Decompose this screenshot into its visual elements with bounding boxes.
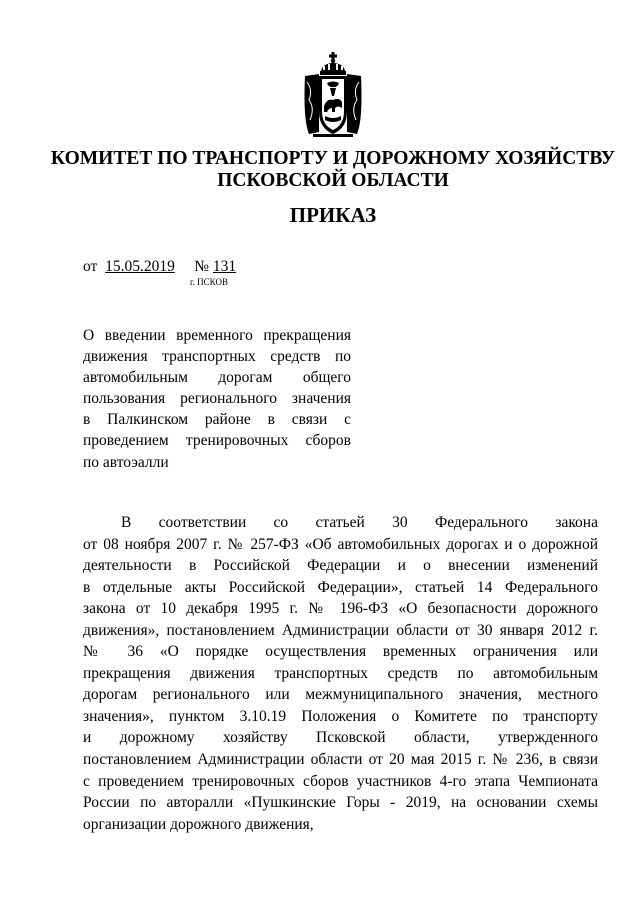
subject-line: проведением тренировочных сборов (83, 432, 351, 450)
body-line: России по авторалли «Пушкинские Горы - 2019, на основании схемы (83, 794, 598, 812)
subject-line: движения транспортных средств по (83, 348, 351, 366)
body-line: от 08 ноября 2007 г. № 257-ФЗ «Об автомобильных дорогах и о дорожной (83, 535, 598, 553)
body-line: № 36 «О порядке осуществления временных ограничения или (83, 643, 598, 661)
body-line: организации дорожного движения, (83, 815, 314, 833)
body-line: дорогам регионального или межмуниципального значения, местного (83, 686, 598, 704)
subject-line: в Палкинском районе в связи с (83, 411, 351, 429)
organization-line-1: КОМИТЕТ ПО ТРАНСПОРТУ И ДОРОЖНОМУ ХОЗЯЙСТВУ (50, 148, 616, 169)
subject-line: по автоэалли (83, 453, 169, 471)
subject-line: автомобильным дорогам общего (83, 369, 351, 387)
date-prefix: от (83, 258, 98, 275)
document-meta (83, 258, 236, 276)
number-prefix: № (194, 258, 209, 275)
document-title: ПРИКАЗ (289, 203, 377, 227)
body-text (83, 512, 598, 835)
document-date: 15.05.2019 (105, 258, 175, 275)
subject-line: пользования регионального значения (83, 390, 351, 408)
body-line: постановлением Администрации области от 20 мая 2015 г. № 236, в связи (83, 751, 598, 769)
body-line: значения», пунктом 3.10.19 Положения о Комитете по транспорту (83, 707, 598, 725)
body-line: с проведением тренировочных сборов участников 4-го этапа Чемпионата (83, 772, 598, 790)
organization-name (40, 148, 626, 192)
subject-block (83, 325, 351, 473)
body-line: деятельности в Российской Федерации и о внесении изменений (83, 557, 598, 575)
subject-line: О введении временного прекращения (83, 327, 351, 344)
city-label: г. ПСКОВ (190, 277, 228, 287)
body-line: прекращения движения транспортных средств по автомобильным (83, 664, 598, 682)
body-line: в отдельные акты Российской Федерации», статьей 14 Федерального (83, 578, 598, 596)
pskov-coat-of-arms-icon (299, 50, 367, 138)
body-line: движения», постановлением Администрации области от 30 января 2012 г. (83, 621, 598, 639)
organization-line-2: ПСКОВСКОЙ ОБЛАСТИ (217, 170, 449, 191)
body-line: закона от 10 декабря 1995 г. № 196-ФЗ «О безопасности дорожного (83, 600, 598, 618)
document-number: 131 (212, 258, 237, 275)
body-line: и дорожному хозяйству Псковской области, утвержденного (83, 729, 598, 747)
body-line: В соответствии со статьей 30 Федерального закона (121, 514, 598, 531)
